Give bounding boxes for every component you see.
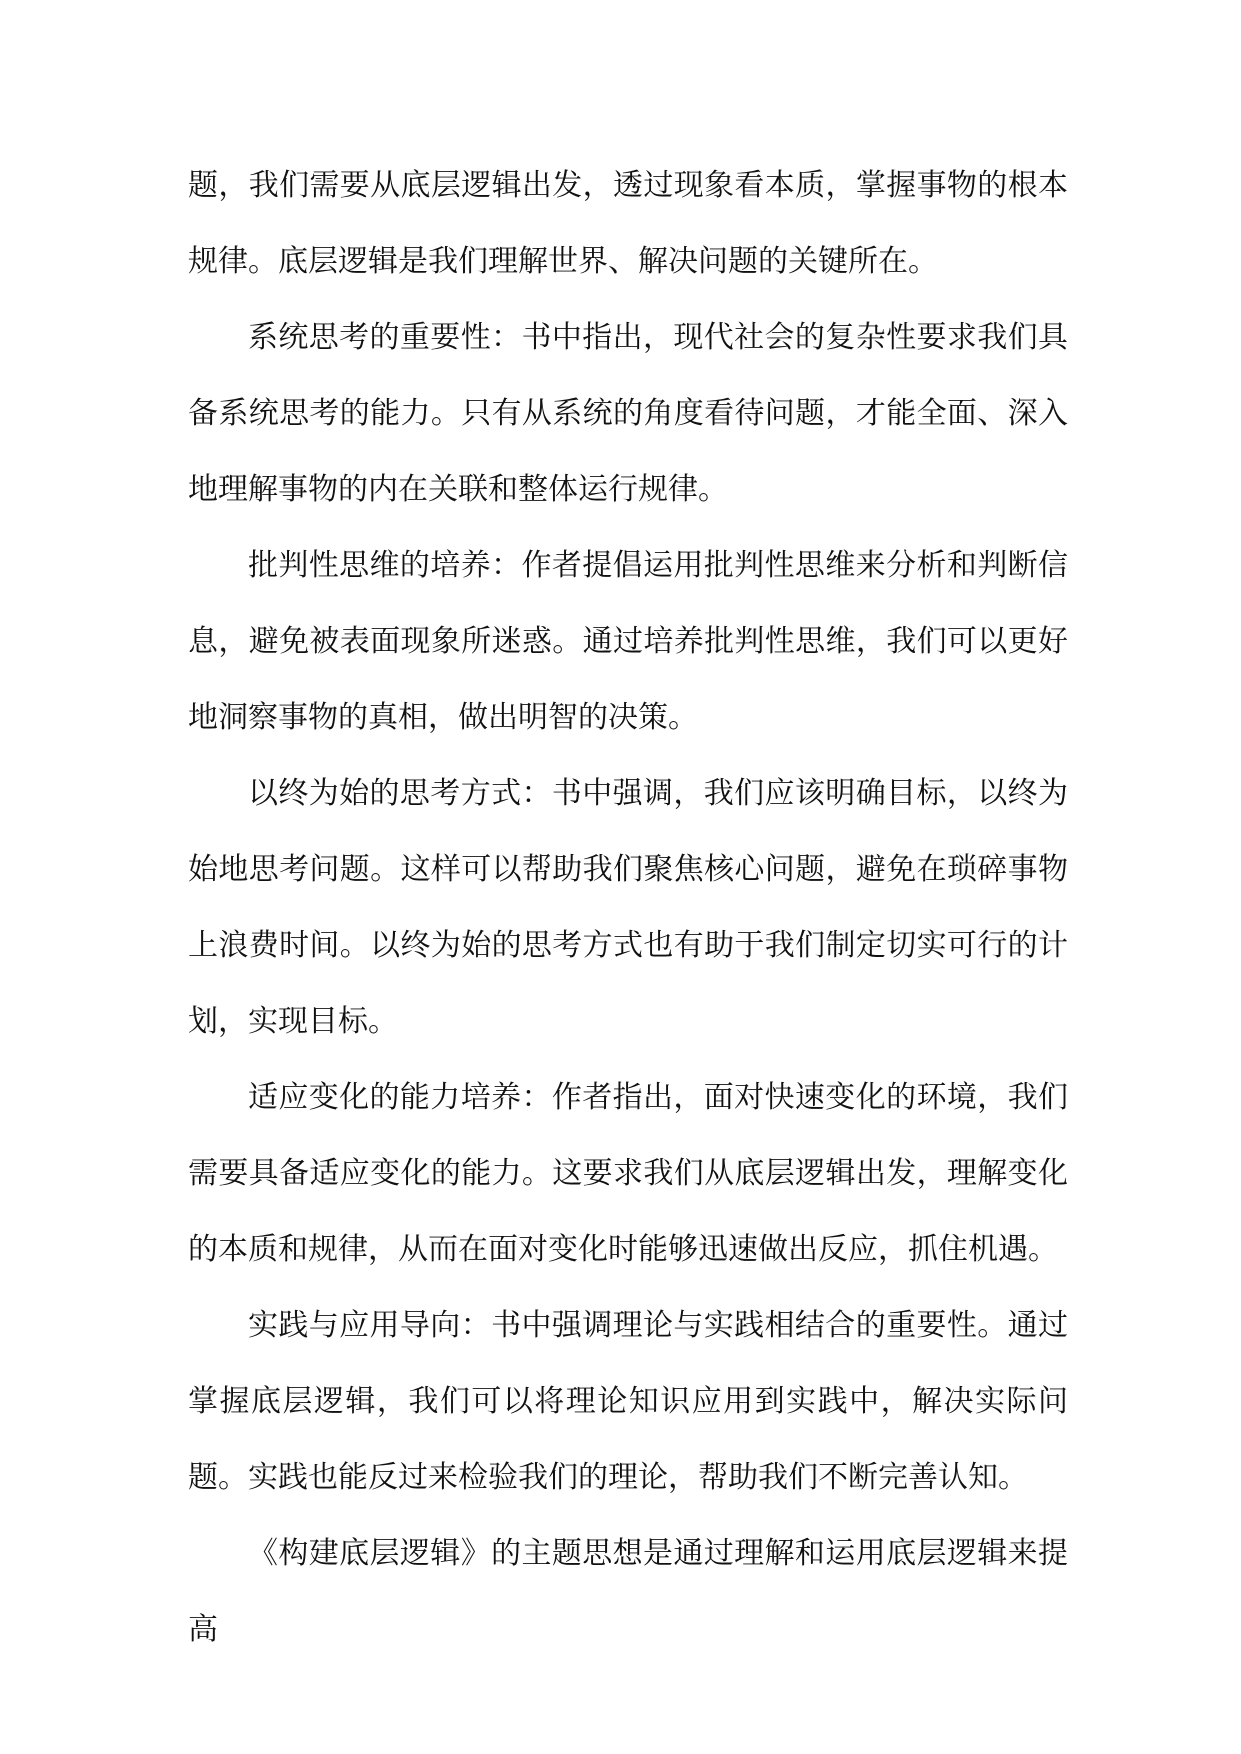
paragraph-systems-thinking: 系统思考的重要性：书中指出，现代社会的复杂性要求我们具备系统思考的能力。只有从系统的角度看待问题，才能全面、深入地理解事物的内在关联和整体运行规律。 — [188, 320, 1068, 507]
paragraph-begin-with-end: 以终为始的思考方式：书中强调，我们应该明确目标，以终为始地思考问题。这样可以帮助我们聚焦核心问题，避免在琐碎事物上浪费时间。以终为始的思考方式也有助于我们制定切实可行的计划，实现目标。 — [188, 776, 1068, 1039]
body-text — [188, 148, 1068, 1668]
paragraph-summary: 《构建底层逻辑》的主题思想是通过理解和运用底层逻辑来提高 — [188, 1536, 1068, 1647]
paragraph-adapt-to-change: 适应变化的能力培养：作者指出，面对快速变化的环境，我们需要具备适应变化的能力。这要求我们从底层逻辑出发，理解变化的本质和规律，从而在面对变化时能够迅速做出反应，抓住机遇。 — [188, 1080, 1068, 1267]
paragraph-continuation: 题，我们需要从底层逻辑出发，透过现象看本质，掌握事物的根本规律。底层逻辑是我们理解世界、解决问题的关键所在。 — [188, 168, 1068, 279]
paragraph-critical-thinking: 批判性思维的培养：作者提倡运用批判性思维来分析和判断信息，避免被表面现象所迷惑。通过培养批判性思维，我们可以更好地洞察事物的真相，做出明智的决策。 — [188, 548, 1068, 735]
paragraph-practice-application: 实践与应用导向：书中强调理论与实践相结合的重要性。通过掌握底层逻辑，我们可以将理论知识应用到实践中，解决实际问题。实践也能反过来检验我们的理论，帮助我们不断完善认知。 — [188, 1308, 1068, 1495]
